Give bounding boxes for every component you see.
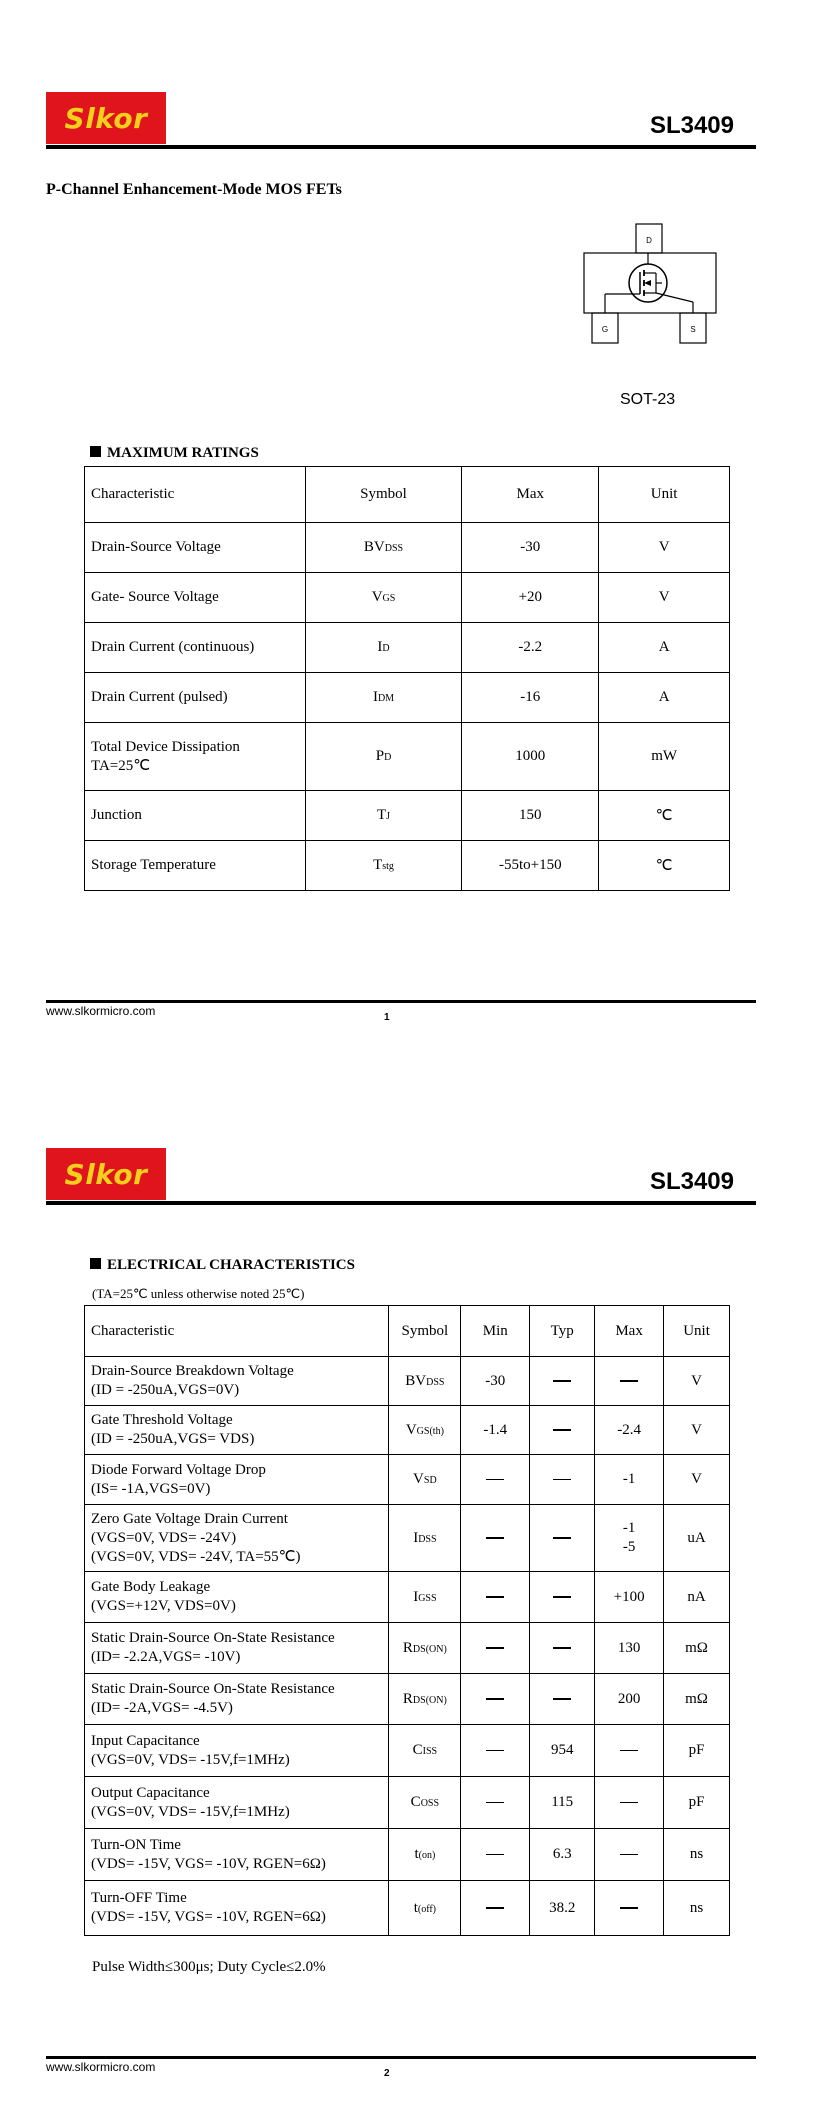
dash-icon bbox=[620, 1802, 638, 1804]
header-unit: Unit bbox=[664, 1306, 730, 1357]
dash-icon bbox=[486, 1596, 504, 1598]
dash-icon bbox=[486, 1854, 504, 1856]
table-row: Storage Temperature Tstg -55to+150 ℃ bbox=[85, 841, 730, 891]
header-max: Max bbox=[462, 467, 599, 523]
header-rule bbox=[46, 1201, 756, 1205]
slkor-logo bbox=[46, 1148, 166, 1200]
header-symbol: Symbol bbox=[389, 1306, 461, 1357]
header-symbol: Symbol bbox=[305, 467, 462, 523]
pin-s-label: S bbox=[690, 325, 696, 334]
pin-d-label: D bbox=[646, 236, 652, 245]
dash-icon bbox=[486, 1479, 504, 1481]
table-row: Zero Gate Voltage Drain Current (VGS=0V, VDS= -24V) (VGS=0V, VDS= -24V, TA=55℃) IDSS -1 -5 uA bbox=[85, 1505, 730, 1572]
logo-text: Slkor bbox=[64, 1157, 148, 1191]
dash-icon bbox=[486, 1537, 504, 1539]
footer-rule bbox=[46, 2056, 756, 2059]
header-min: Min bbox=[461, 1306, 530, 1357]
electrical-characteristics-table bbox=[84, 1305, 730, 1936]
header-characteristic: Characteristic bbox=[85, 1306, 389, 1357]
dash-icon bbox=[553, 1596, 571, 1598]
part-number: SL3409 bbox=[649, 1168, 734, 1195]
table-row: Gate- Source Voltage VGS +20 V bbox=[85, 573, 730, 623]
dash-icon bbox=[553, 1647, 571, 1649]
table-row: Static Drain-Source On-State Resistance (ID= -2A,VGS= -4.5V) RDS(ON) 200 mΩ bbox=[85, 1674, 730, 1725]
maximum-ratings-table bbox=[84, 466, 730, 891]
conditions-note: (TA=25℃ unless otherwise noted 25℃) bbox=[92, 1286, 305, 1301]
table-row: Input Capacitance (VGS=0V, VDS= -15V,f=1MHz) CISS 954 pF bbox=[85, 1725, 730, 1777]
dash-icon bbox=[620, 1854, 638, 1856]
footer-url[interactable]: www.slkormicro.com bbox=[46, 2060, 156, 2074]
dash-icon bbox=[620, 1750, 638, 1752]
header-typ: Typ bbox=[530, 1306, 595, 1357]
package-label: SOT-23 bbox=[620, 391, 676, 408]
header-characteristic: Characteristic bbox=[85, 467, 306, 523]
page-2 bbox=[0, 1056, 816, 2112]
header-max: Max bbox=[595, 1306, 664, 1357]
dash-icon bbox=[553, 1429, 571, 1431]
dash-icon bbox=[620, 1380, 638, 1382]
part-number: SL3409 bbox=[649, 112, 734, 139]
table-row: Gate Body Leakage (VGS=+12V, VDS=0V) IGSS +100 nA bbox=[85, 1572, 730, 1623]
sot23-package-diagram bbox=[580, 220, 720, 360]
electrical-characteristics-title: ELECTRICAL CHARACTERISTICS bbox=[90, 1257, 355, 1274]
maximum-ratings-title: MAXIMUM RATINGS bbox=[90, 445, 259, 462]
header-rule bbox=[46, 145, 756, 149]
dash-icon bbox=[486, 1750, 504, 1752]
dash-icon bbox=[553, 1537, 571, 1539]
table-row: Gate Threshold Voltage (ID = -250uA,VGS= VDS) VGS(th) -1.4 -2.4 V bbox=[85, 1406, 730, 1455]
table-row: Junction TJ 150 ℃ bbox=[85, 791, 730, 841]
table-row: Turn-ON Time (VDS= -15V, VGS= -10V, RGEN=6Ω) t(on) 6.3 ns bbox=[85, 1829, 730, 1881]
table-header-row bbox=[85, 1306, 730, 1357]
footer-url[interactable]: www.slkormicro.com bbox=[46, 1004, 156, 1018]
page-number: 1 bbox=[384, 1012, 390, 1023]
table-row: Output Capacitance (VGS=0V, VDS= -15V,f=1MHz) COSS 115 pF bbox=[85, 1777, 730, 1829]
dash-icon bbox=[553, 1698, 571, 1700]
table-row: Turn-OFF Time (VDS= -15V, VGS= -10V, RGEN=6Ω) t(off) 38.2 ns bbox=[85, 1881, 730, 1936]
table-header-row bbox=[85, 467, 730, 523]
pin-g-label: G bbox=[601, 325, 609, 334]
slkor-logo bbox=[46, 92, 166, 144]
device-subtitle: P-Channel Enhancement-Mode MOS FETs bbox=[46, 181, 342, 198]
dash-icon bbox=[553, 1380, 571, 1382]
dash-icon bbox=[486, 1647, 504, 1649]
bullet-square-icon bbox=[90, 446, 101, 457]
page-number: 2 bbox=[384, 2068, 390, 2079]
dash-icon bbox=[486, 1907, 504, 1909]
table-row: Drain-Source Breakdown Voltage (ID = -250uA,VGS=0V) BVDSS -30 V bbox=[85, 1357, 730, 1406]
header-unit: Unit bbox=[599, 467, 730, 523]
dash-icon bbox=[486, 1802, 504, 1804]
footer-rule bbox=[46, 1000, 756, 1003]
table-row: Static Drain-Source On-State Resistance (ID= -2.2A,VGS= -10V) RDS(ON) 130 mΩ bbox=[85, 1623, 730, 1674]
pulse-width-note: Pulse Width≤300μs; Duty Cycle≤2.0% bbox=[92, 1959, 326, 1975]
dash-icon bbox=[553, 1479, 571, 1481]
table-row: Drain Current (pulsed) IDM -16 A bbox=[85, 673, 730, 723]
table-row: Diode Forward Voltage Drop (IS= -1A,VGS=0V) VSD -1 V bbox=[85, 1455, 730, 1505]
bullet-square-icon bbox=[90, 1258, 101, 1269]
dash-icon bbox=[486, 1698, 504, 1700]
dash-icon bbox=[620, 1907, 638, 1909]
table-row: Drain Current (continuous) ID -2.2 A bbox=[85, 623, 730, 673]
table-row: Drain-Source Voltage BVDSS -30 V bbox=[85, 523, 730, 573]
table-row: Total Device Dissipation TA=25℃ PD 1000 mW bbox=[85, 723, 730, 791]
logo-text: Slkor bbox=[64, 101, 148, 135]
